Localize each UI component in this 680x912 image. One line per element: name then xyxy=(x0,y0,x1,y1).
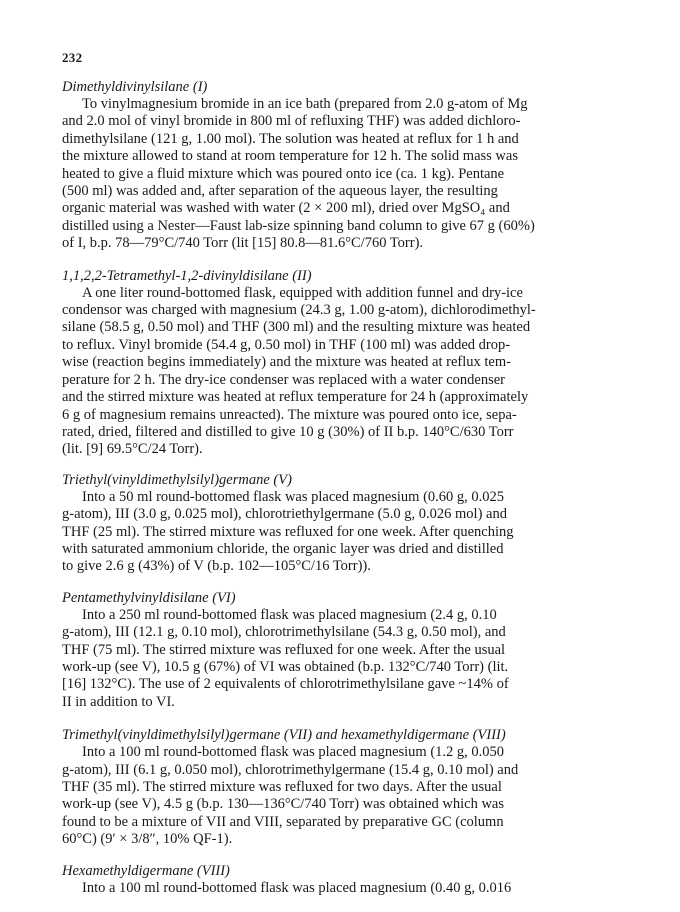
paragraph-line: the mixture allowed to stand at room temperature for 12 h. The solid mass was xyxy=(62,148,518,165)
paragraph-line: Into a 100 ml round-bottomed flask was placed magnesium (1.2 g, 0.050 xyxy=(82,744,505,761)
paragraph-line: and the stirred mixture was heated at reflux temperature for 24 h (approximately xyxy=(62,389,529,406)
paragraph-line: To vinylmagnesium bromide in an ice bath (prepared from 2.0 g-atom of Mg xyxy=(82,96,528,112)
paragraph-line: silane (58.5 g, 0.50 mol) and THF (300 ml) and the resulting mixture was heated xyxy=(62,319,531,336)
paragraph-line: 60°C) (9′ × 3/8″, 10% QF-1). xyxy=(62,831,233,848)
section-heading: 1,1,2,2-Tetramethyl-1,2-divinyldisilane (II) xyxy=(62,267,312,284)
section-triethylvinyldimethylsilylgermane xyxy=(62,471,624,576)
page-number: 232 xyxy=(62,50,83,65)
paragraph-line: g-atom), III (6.1 g, 0.050 mol), chlorotrimethylgermane (15.4 g, 0.10 mol) and xyxy=(62,761,519,778)
paragraph-line: (lit. [9] 69.5°C/24 Torr). xyxy=(62,441,203,458)
paragraph-line: of I, b.p. 78—79°C/740 Torr (lit [15] 80.8—81.6°C/760 Torr). xyxy=(62,235,424,252)
paragraph-line: rated, dried, filtered and distilled to give 10 g (30%) of II b.p. 140°C/630 Torr xyxy=(62,423,514,440)
paragraph-line: with saturated ammonium chloride, the organic layer was dried and distilled xyxy=(62,540,504,557)
paragraph-line: THF (75 ml). The stirred mixture was refluxed for one week. After the usual xyxy=(62,641,506,658)
paragraph-line: Into a 100 ml round-bottomed flask was placed magnesium (0.40 g, 0.016 xyxy=(82,879,512,896)
paragraph-line: to reflux. Vinyl bromide (54.4 g, 0.50 mol) in THF (100 ml) was added drop- xyxy=(62,336,511,353)
paragraph-line: 6 g of magnesium remains unreacted). The mixture was poured onto ice, sepa- xyxy=(62,406,517,423)
section-hexamethyldigermane xyxy=(62,862,624,897)
paragraph-line: found to be a mixture of VII and VIII, separated by preparative GC (column xyxy=(62,813,504,830)
section-dimethyldivinylsilane xyxy=(62,78,624,253)
paragraph-line: and 2.0 mol of vinyl bromide in 800 ml of refluxing THF) was added dichloro- xyxy=(62,113,521,130)
paragraph-line: Into a 50 ml round-bottomed flask was placed magnesium (0.60 g, 0.025 xyxy=(82,488,505,505)
paragraph-line: wise (reaction begins immediately) and the mixture was heated at reflux tem- xyxy=(62,354,511,371)
section-heading: Triethyl(vinyldimethylsilyl)germane (V) xyxy=(62,471,292,488)
paragraph-line: A one liter round-bottomed flask, equipped with addition funnel and dry-ice xyxy=(82,284,523,301)
page-body xyxy=(62,78,624,909)
section-heading: Hexamethyldigermane (VIII) xyxy=(62,862,230,879)
paragraph-line: [16] 132°C). The use of 2 equivalents of chlorotrimethylsilane gave ~14% of xyxy=(62,676,509,693)
paragraph-line: work-up (see V), 4.5 g (b.p. 130—136°C/740 Torr) was obtained which was xyxy=(62,796,504,813)
paragraph-line: (500 ml) was added and, after separation of the aqueous layer, the resulting xyxy=(62,183,498,200)
section-pentamethylvinyldisilane xyxy=(62,589,624,711)
section-trimethylvinyldimethylsilylgermane xyxy=(62,726,624,848)
paragraph-line: dimethylsilane (121 g, 1.00 mol). The solution was heated at reflux for 1 h and xyxy=(62,130,519,147)
paragraph-line: work-up (see V), 10.5 g (67%) of VI was obtained (b.p. 132°C/740 Torr) (lit. xyxy=(62,658,509,675)
paragraph-line: organic material was washed with water (2 × 200 ml), dried over MgSO₄ and xyxy=(62,200,510,217)
paragraph-line: distilled using a Nester—Faust lab-size spinning band column to give 67 g (60%) xyxy=(62,217,535,234)
paragraph-line: perature for 2 h. The dry-ice condenser was replaced with a water condenser xyxy=(62,371,505,388)
paragraph-line: THF (25 ml). The stirred mixture was refluxed for one week. After quenching xyxy=(62,523,514,540)
section-heading: Pentamethylvinyldisilane (VI) xyxy=(62,589,236,606)
paragraph-line: heated to give a fluid mixture which was poured onto ice (ca. 1 kg). Pentane xyxy=(62,165,505,182)
paragraph-line: II in addition to VI. xyxy=(62,693,175,710)
paragraph-line: to give 2.6 g (43%) of V (b.p. 102—105°C/16 Torr)). xyxy=(62,558,371,575)
paragraph-line: THF (35 ml). The stirred mixture was refluxed for two days. After the usual xyxy=(62,779,502,795)
section-heading: Trimethyl(vinyldimethylsilyl)germane (VII) and hexamethyldigermane (VIII) xyxy=(62,727,506,744)
paragraph-line: g-atom), III (12.1 g, 0.10 mol), chlorotrimethylsilane (54.3 g, 0.50 mol), and xyxy=(62,624,506,641)
paragraph-line: Into a 250 ml round-bottomed flask was placed magnesium (2.4 g, 0.10 xyxy=(82,606,497,623)
paragraph-line: g-atom), III (3.0 g, 0.025 mol), chlorotriethylgermane (5.0 g, 0.026 mol) and xyxy=(62,506,507,523)
section-tetramethyldivinyldisilane xyxy=(62,267,624,459)
paragraph-line: condensor was charged with magnesium (24.3 g, 1.00 g-atom), dichlorodimethyl- xyxy=(62,302,536,319)
section-heading: Dimethyldivinylsilane (I) xyxy=(62,79,208,95)
